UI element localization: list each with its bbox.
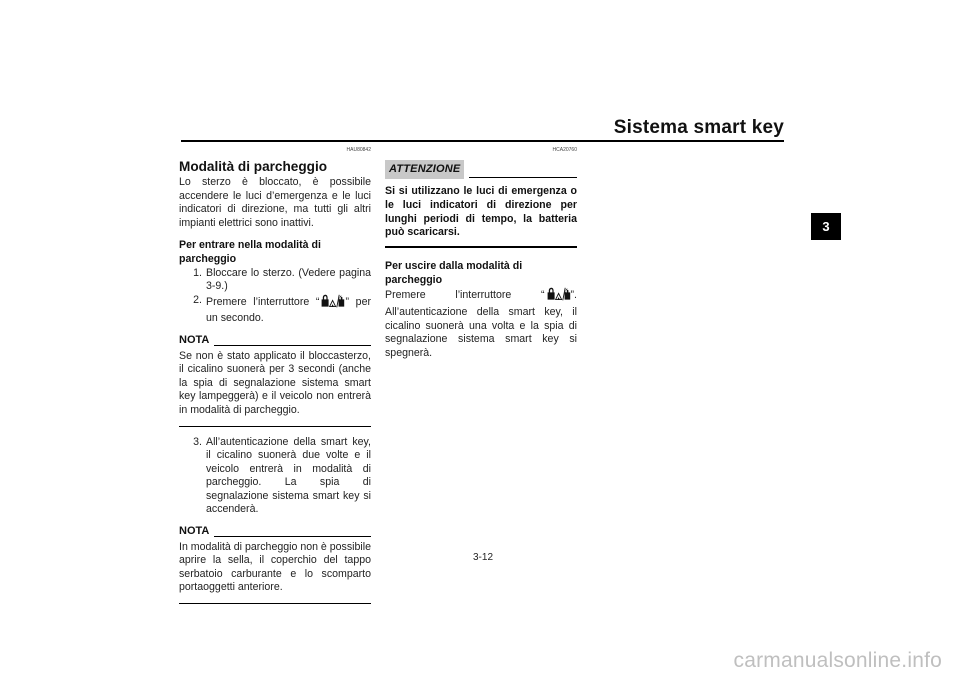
caution-header-line — [469, 177, 577, 178]
chapter-tab: 3 — [811, 213, 841, 240]
step-2-text-before: Premere l’interruttore “ — [206, 295, 320, 308]
caution-code: HCA20760 — [552, 147, 577, 153]
caution-end-rule — [385, 246, 577, 248]
note-header-line — [214, 345, 371, 346]
page-header-title: Sistema smart key — [613, 117, 784, 138]
left-column — [179, 144, 371, 613]
step-1 — [179, 267, 371, 294]
note-header — [179, 334, 371, 348]
step-3 — [179, 436, 371, 518]
park-lock-icon — [319, 294, 345, 313]
note-text: Se non è stato applicato il bloccasterzo, il cicalino suonerà per 3 secondi (anche la spia di segnalazione sistema smart key lampeggerà) e il veicolo non entrerà in modalità di parcheggio. — [179, 349, 371, 416]
exit-paragraph — [385, 287, 577, 360]
section-code: HAU80842 — [346, 147, 371, 153]
note-text: In modalità di parcheggio non è possibile aprire la sella, il coperchio del tappo serbatoio carburante e lo scomparto portaoggetti anteriore. — [179, 540, 371, 594]
step-text — [206, 294, 371, 326]
note-end-rule — [179, 603, 371, 604]
note-label: NOTA — [179, 333, 210, 346]
note-label: NOTA — [179, 525, 210, 538]
exit-text-before: Premere l’interruttore “ — [385, 289, 545, 302]
exit-parking-heading: Per uscire dalla modalità di parcheggio — [385, 260, 523, 286]
caution-label: ATTENZIONE — [385, 160, 464, 179]
step-2-text-after: ” per un secondo. — [206, 295, 371, 325]
step-number: 1. — [193, 266, 202, 279]
step-text: Bloccare lo sterzo. (Vedere pagina 3-9.) — [206, 266, 371, 293]
enter-parking-heading: Per entrare nella modalità di parcheggio — [179, 239, 321, 265]
exit-text-after: ”. All’autenticazione della smart key, il cicalino suonerà una volta e la spia di segnalazione sistema smart key si spegnerà. — [385, 289, 577, 359]
caution-text: Si si utilizzano le luci di emergenza o le luci indicatori di direzione per lunghi periodi di tempo, la batteria può scaricarsi. — [385, 185, 577, 239]
header-rule — [181, 140, 784, 142]
intro-paragraph: Lo sterzo è bloccato, è possibile accendere le luci d’emergenza e le luci indicatori di direzione, ma tutti gli altri impianti elettrici sono inattivi. — [179, 176, 371, 229]
park-lock-icon — [545, 287, 571, 306]
page-number: 3-12 — [473, 552, 494, 563]
step-text: All’autenticazione della smart key, il cicalino suonerà due volte e il veicolo entrerà in modalità di parcheggio. La spia di segnalazione sistema smart key si accenderà. — [206, 435, 371, 516]
note-header-line — [214, 536, 371, 537]
note-header — [179, 525, 371, 539]
right-column — [385, 144, 577, 360]
watermark: carmanualsonline.info — [733, 649, 942, 672]
step-2 — [179, 294, 371, 326]
step-number: 3. — [193, 435, 202, 448]
caution-header — [385, 160, 577, 179]
section-title: Modalità di parcheggio — [179, 159, 328, 174]
note-end-rule — [179, 426, 371, 427]
step-number: 2. — [193, 293, 202, 306]
